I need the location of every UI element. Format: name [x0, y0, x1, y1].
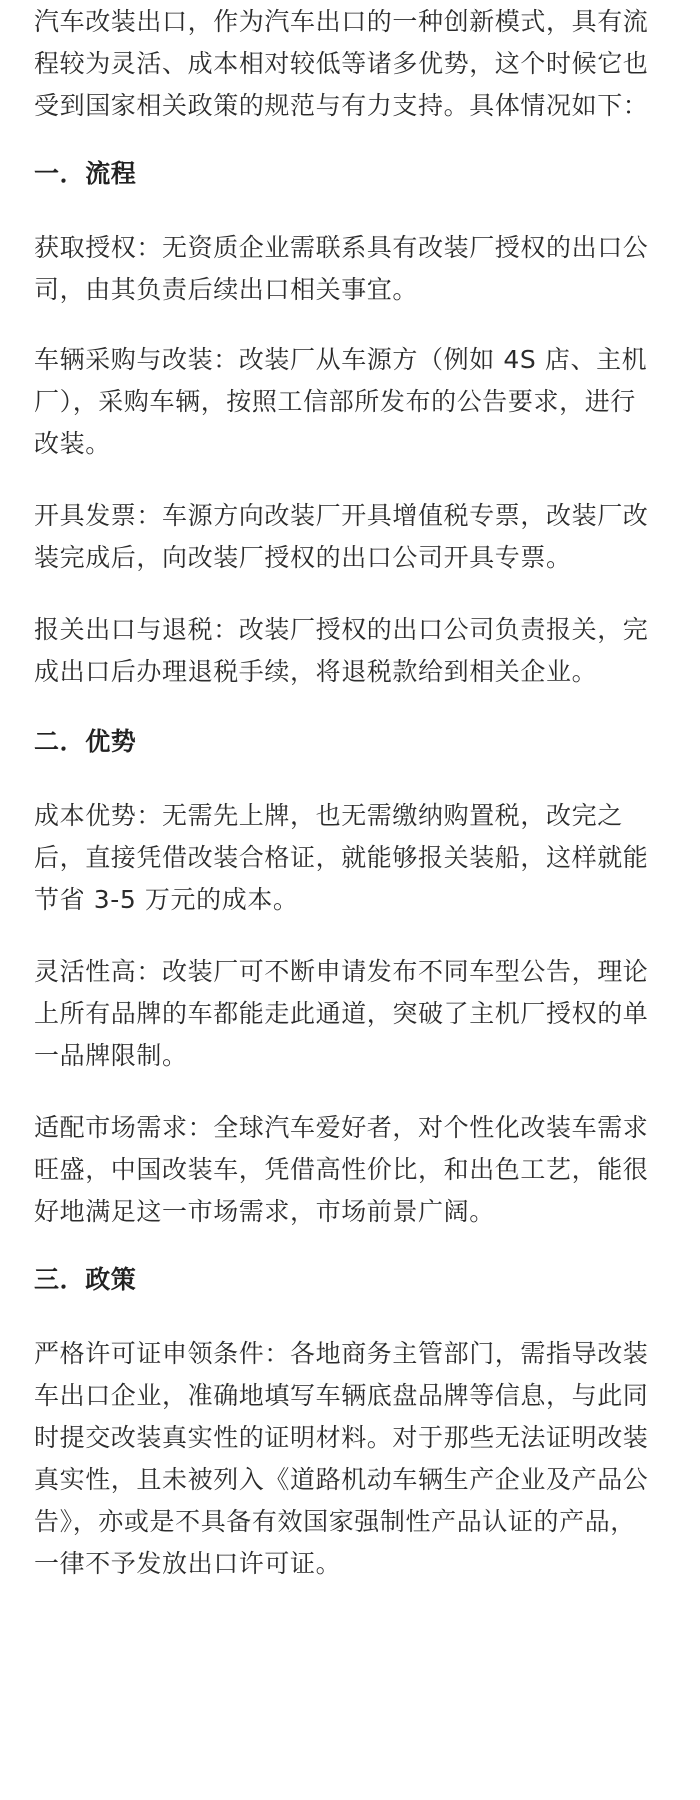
- paragraph-line: 一律不予发放出口许可证。: [34, 1549, 342, 1578]
- paragraph-line: 节省 3-5 万元的成本。: [34, 885, 299, 914]
- paragraph-line: 适配市场需求：全球汽车爱好者，对个性化改装车需求: [34, 1113, 649, 1142]
- paragraph-line: 灵活性高：改装厂可不断申请发布不同车型公告，理论: [34, 957, 649, 986]
- section-heading-policy: 三．政策: [34, 1265, 137, 1294]
- paragraph-line: 获取授权：无资质企业需联系具有改装厂授权的出口公: [34, 233, 649, 262]
- paragraph-line: 真实性，且未被列入《道路机动车辆生产企业及产品公: [34, 1465, 649, 1494]
- paragraph-line: 上所有品牌的车都能走此通道，突破了主机厂授权的单: [34, 999, 649, 1028]
- section-heading-process: 一．流程: [34, 159, 137, 188]
- paragraph-line: 严格许可证申领条件：各地商务主管部门，需指导改装: [34, 1339, 649, 1368]
- paragraph-line: 一品牌限制。: [34, 1041, 188, 1070]
- paragraph-line: 厂），采购车辆，按照工信部所发布的公告要求，进行: [34, 387, 636, 416]
- paragraph-line: 好地满足这一市场需求，市场前景广阔。: [34, 1197, 495, 1226]
- paragraph-line: 改装。: [34, 429, 111, 458]
- intro-line: 汽车改装出口，作为汽车出口的一种创新模式，具有流: [34, 7, 649, 36]
- intro-line: 受到国家相关政策的规范与有力支持。具体情况如下：: [34, 91, 649, 120]
- paragraph-line: 装完成后，向改装厂授权的出口公司开具专票。: [34, 543, 572, 572]
- paragraph-line: 车出口企业，准确地填写车辆底盘品牌等信息，与此同: [34, 1381, 649, 1410]
- paragraph-line: 司，由其负责后续出口相关事宜。: [34, 275, 419, 304]
- paragraph-line: 告》，亦或是不具备有效国家强制性产品认证的产品，: [34, 1507, 636, 1536]
- paragraph-line: 后，直接凭借改装合格证，就能够报关装船，这样就能: [34, 843, 649, 872]
- intro-line: 程较为灵活、成本相对较低等诸多优势，这个时候它也: [34, 49, 649, 78]
- paragraph-line: 旺盛，中国改装车，凭借高性价比，和出色工艺，能很: [34, 1155, 649, 1184]
- paragraph-line: 成出口后办理退税手续，将退税款给到相关企业。: [34, 657, 598, 686]
- paragraph-line: 开具发票：车源方向改装厂开具增值税专票，改装厂改: [34, 501, 649, 530]
- section-heading-advantages: 二．优势: [34, 727, 137, 756]
- paragraph-line: 成本优势：无需先上牌，也无需缴纳购置税，改完之: [34, 801, 623, 830]
- paragraph-line: 报关出口与退税：改装厂授权的出口公司负责报关，完: [34, 615, 649, 644]
- paragraph-line: 车辆采购与改装：改装厂从车源方（例如 4S 店、主机: [34, 345, 648, 374]
- paragraph-line: 时提交改装真实性的证明材料。对于那些无法证明改装: [34, 1423, 649, 1452]
